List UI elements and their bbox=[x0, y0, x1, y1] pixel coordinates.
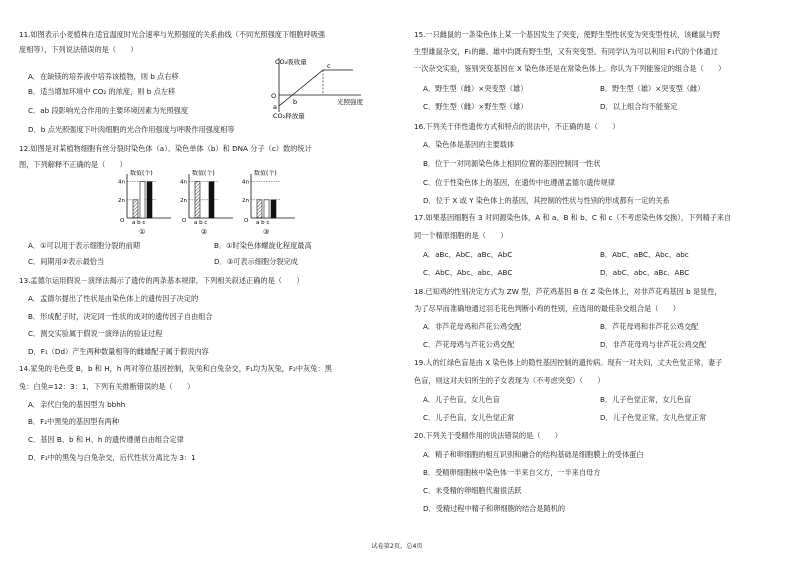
q14-option-a: A．亲代白兔的基因型为 bbhh bbox=[28, 400, 126, 409]
q11-option-a: A．在缺镁的培养液中培养该植物，则 b 点右移 bbox=[28, 72, 179, 81]
q13-option-d: D．F₁（Dd）产生两种数量相等的雌雄配子属于假说内容 bbox=[28, 347, 209, 356]
q11-graph-origin: O bbox=[271, 92, 277, 100]
q19-stem-line-1: 19.人的红绿色盲是由 X 染色体上的隐性基因控制的遗传病。现有一对夫妇，丈夫色觉正常，妻子 bbox=[414, 358, 723, 367]
q16-option-c: C．位于性染色体上的基因，在遗传中也遵循孟德尔遗传规律 bbox=[423, 178, 615, 187]
q12-chart-3-panel-label: ③ bbox=[263, 228, 270, 236]
q20-option-a: A．精子和卵细胞的相互识别和融合的结构基础是细胞膜上的受体蛋白 bbox=[423, 450, 644, 459]
q13-option-c: C．测交实验属于假说一演绎法的验证过程 bbox=[28, 329, 163, 338]
q18-stem-line-2: 为了尽早而准确地通过羽毛花色判断小鸡的性别，应选用的最佳杂交组合是（ ） bbox=[414, 304, 680, 313]
q18-option-d: D．非芦花母鸡与非芦花公鸡交配 bbox=[600, 340, 707, 349]
q19-option-a: A．儿子色盲，女儿色盲 bbox=[423, 395, 500, 404]
q17-option-d: D．abC、abc、aBc、ABC bbox=[600, 268, 690, 277]
q19-stem-line-2: 色盲，则这对夫妇所生的子女表现为（不考虑突变）（ ） bbox=[414, 376, 605, 385]
q12-stem-line-2: 图，下列解释不正确的是（ ） bbox=[19, 160, 127, 169]
q20-option-d: D．受精过程中精子和卵细胞的结合是随机的 bbox=[423, 504, 566, 513]
q12-chart-1-origin: O bbox=[120, 218, 125, 224]
q11-light-graph bbox=[257, 56, 377, 120]
q14-stem-line-2: 兔：白兔=12：3：1，下列有关推断错误的是（ ） bbox=[19, 382, 195, 391]
q11-graph-point-c: c bbox=[327, 62, 331, 70]
q11-graph-ylabel-bottom: CO₂释放量 bbox=[273, 112, 305, 120]
q12-option-c: C．间期用②表示最恰当 bbox=[28, 257, 105, 266]
q18-option-c: C．芦花母鸡与芦花公鸡交配 bbox=[423, 340, 515, 349]
q12-chart-1-title: 数值(个) bbox=[130, 170, 153, 177]
q14-option-d: D．F₂中的黑兔与白兔杂交，后代性状分离比为 3：1 bbox=[28, 453, 196, 462]
q15-option-c: C．野生型（雌）×野生型（雄） bbox=[423, 102, 528, 111]
q12-chart-2-panel-label: ② bbox=[201, 228, 208, 236]
q20-option-b: B．受精卵细胞核中染色体一半来自父方，一半来自母方 bbox=[423, 468, 601, 477]
q16-option-a: A．染色体是基因的主要载体 bbox=[423, 140, 515, 149]
q17-option-a: A．aBc、AbC、aBc、AbC bbox=[423, 250, 513, 259]
q12-chart-3-bar-a bbox=[257, 200, 262, 218]
q12-stem-line-1: 12.如图是对某植物细胞有丝分裂时染色体（a）、染色单体（b）和 DNA 分子（c）数的统计 bbox=[19, 144, 312, 153]
q15-stem-line-1: 15.一只雌鼠的一条染色体上某一个基因发生了突变，使野生型性状变为突变型性状，该雌鼠与野 bbox=[414, 30, 721, 39]
q11-graph-ylabel-top: CO₂吸收量 bbox=[275, 58, 307, 66]
q12-chart-2-categories: a b c bbox=[194, 220, 208, 226]
q15-option-b: B．野生型（雄）×突变型（雌） bbox=[600, 84, 705, 93]
q12-chart-1-ytick: 2n bbox=[118, 197, 125, 204]
q12-chart-2-title: 数值(个) bbox=[192, 170, 215, 177]
q12-option-d: D．③可表示细胞分裂完成 bbox=[214, 257, 298, 266]
q11-stem-line-1: 11.如图表示小麦植株在适宜温度时光合速率与光照强度的关系曲线（不同光照强度下细胞呼吸强 bbox=[19, 30, 326, 39]
q12-chart-1-categories: a b c bbox=[132, 220, 146, 226]
q18-option-b: B．芦花母鸡和非芦花公鸡交配 bbox=[600, 322, 699, 331]
q12-chart-3-categories: a b c bbox=[256, 220, 270, 226]
q19-option-c: C．儿子色盲，女儿色觉正常 bbox=[423, 413, 515, 422]
q13-option-a: A．孟德尔提出了性状是由染色体上的遗传因子决定的 bbox=[28, 294, 199, 303]
q11-option-b: B．适当增加环境中 CO₂ 的浓度，则 b 点左移 bbox=[28, 87, 176, 96]
q16-option-b: B．位于一对同源染色体上相同位置的基因控制同一性状 bbox=[423, 159, 601, 168]
q12-chart-1-panel-label: ① bbox=[139, 228, 146, 236]
q12-chart-3-ytick: 2n bbox=[242, 197, 249, 204]
q12-chart-1-ytick: 4n bbox=[118, 179, 125, 186]
q15-option-d: D．以上组合均不能鉴定 bbox=[600, 102, 678, 111]
q12-chart-1-bar-a bbox=[133, 200, 138, 218]
page-footer: 试卷第2页，总4页 bbox=[371, 543, 423, 550]
q16-option-d: D．位于 X 或 Y 染色体上的基因，其控制的性状与性别的形成都有一定的关系 bbox=[423, 196, 670, 205]
q13-stem: 13.孟德尔运用假说－演绎法揭示了遗传的两条基本规律，下列相关叙述正确的是（ ） bbox=[19, 276, 304, 285]
q12-chart-3-origin: O bbox=[244, 218, 249, 224]
q11-graph-point-a: a bbox=[273, 103, 277, 111]
q12-chart-3-title: 数值(个) bbox=[254, 170, 277, 177]
q18-stem-line-1: 18.已知鸡的性别决定方式为 ZW 型，芦花鸡基因 B 在 Z 染色体上，对非芦花鸡基因 b 是显性， bbox=[414, 287, 722, 296]
q15-stem-line-3: 一次杂交实验，鉴别突变基因在 X 染色体还是在常染色体上。你认为下列能鉴定的组合是（ ） bbox=[414, 64, 726, 73]
q20-option-c: C．未受精的卵细胞代谢很活跃 bbox=[423, 486, 522, 495]
q12-chart-3-ytick: 4n bbox=[242, 179, 249, 186]
q12-chart-3-bar-c bbox=[271, 200, 276, 218]
q19-option-b: B．儿子色觉正常，女儿色盲 bbox=[600, 395, 692, 404]
q12-chart-2-bar-a bbox=[195, 182, 200, 218]
q12-chart-2-ytick: 2n bbox=[180, 197, 187, 204]
q17-option-b: B．AbC、aBC、Abc、abc bbox=[600, 250, 689, 259]
q17-stem-line-1: 17.如果基因细胞有 3 对同源染色体，A 和 a、B 和 b、C 和 c（不考虑染色体交换），下列精子来自 bbox=[414, 213, 732, 222]
q15-option-a: A．野生型（雌）×突变型（雄） bbox=[423, 84, 528, 93]
q14-option-c: C．基因 B、b 和 H、h 的遗传遵循自由组合定律 bbox=[28, 435, 184, 444]
q12-bar-charts bbox=[117, 170, 317, 240]
q12-option-b: B．①时染色体螺旋化程度最高 bbox=[214, 241, 312, 250]
q12-chart-1-bar-c bbox=[147, 182, 152, 218]
q16-stem: 16.下列关于伴性遗传方式和特点的说法中，不正确的是（ ） bbox=[414, 122, 620, 131]
q18-option-a: A．非芦花母鸡和芦花公鸡交配 bbox=[423, 322, 522, 331]
q17-stem-line-2: 同一个精原细胞的是（ ） bbox=[414, 231, 508, 240]
q12-chart-2-ytick: 4n bbox=[180, 179, 187, 186]
q19-option-d: D．儿子色觉正常，女儿色觉正常 bbox=[600, 413, 707, 422]
q11-option-d: D．b 点光照强度下叶肉细胞的光合作用强度与呼吸作用强度相等 bbox=[28, 125, 235, 134]
q12-chart-2-bar-c bbox=[209, 182, 214, 218]
q13-option-b: B．形成配子时，决定同一性状的成对的遗传因子自由组合 bbox=[28, 312, 213, 321]
q12-chart-1-bar-b bbox=[140, 182, 145, 218]
q11-graph-xlabel: 光照强度 bbox=[337, 98, 363, 106]
q15-stem-line-2: 生型雄鼠杂交，F₁的雌、雄中均既有野生型，又有突变型。有同学认为可以利用 F₁代的个体通过 bbox=[414, 47, 718, 56]
q14-option-b: B．F₂中黑兔的基因型有两种 bbox=[28, 417, 120, 426]
q11-stem-line-2: 度相等），下列说法错误的是（ ） bbox=[19, 45, 138, 54]
q12-option-a: A．①可以用于表示细胞分裂的前期 bbox=[28, 241, 140, 250]
q17-option-c: C．AbC、Abc、abc、ABC bbox=[423, 268, 513, 277]
q12-chart-2-origin: O bbox=[182, 218, 187, 224]
q12-chart-3-bar-b bbox=[264, 200, 269, 218]
q14-stem-line-1: 14.家兔的毛色受 B，b 和 H，h 两对等位基因控制，灰兔和白兔杂交，F₁均为灰兔，F₂中灰兔：黑 bbox=[19, 364, 332, 373]
q20-stem: 20.下列关于受精作用的说法错误的是（ ） bbox=[414, 431, 562, 440]
q11-graph-point-b: b bbox=[293, 98, 298, 106]
q11-option-c: C．ab 段影响光合作用的主要环境因素为光照强度 bbox=[28, 106, 189, 115]
